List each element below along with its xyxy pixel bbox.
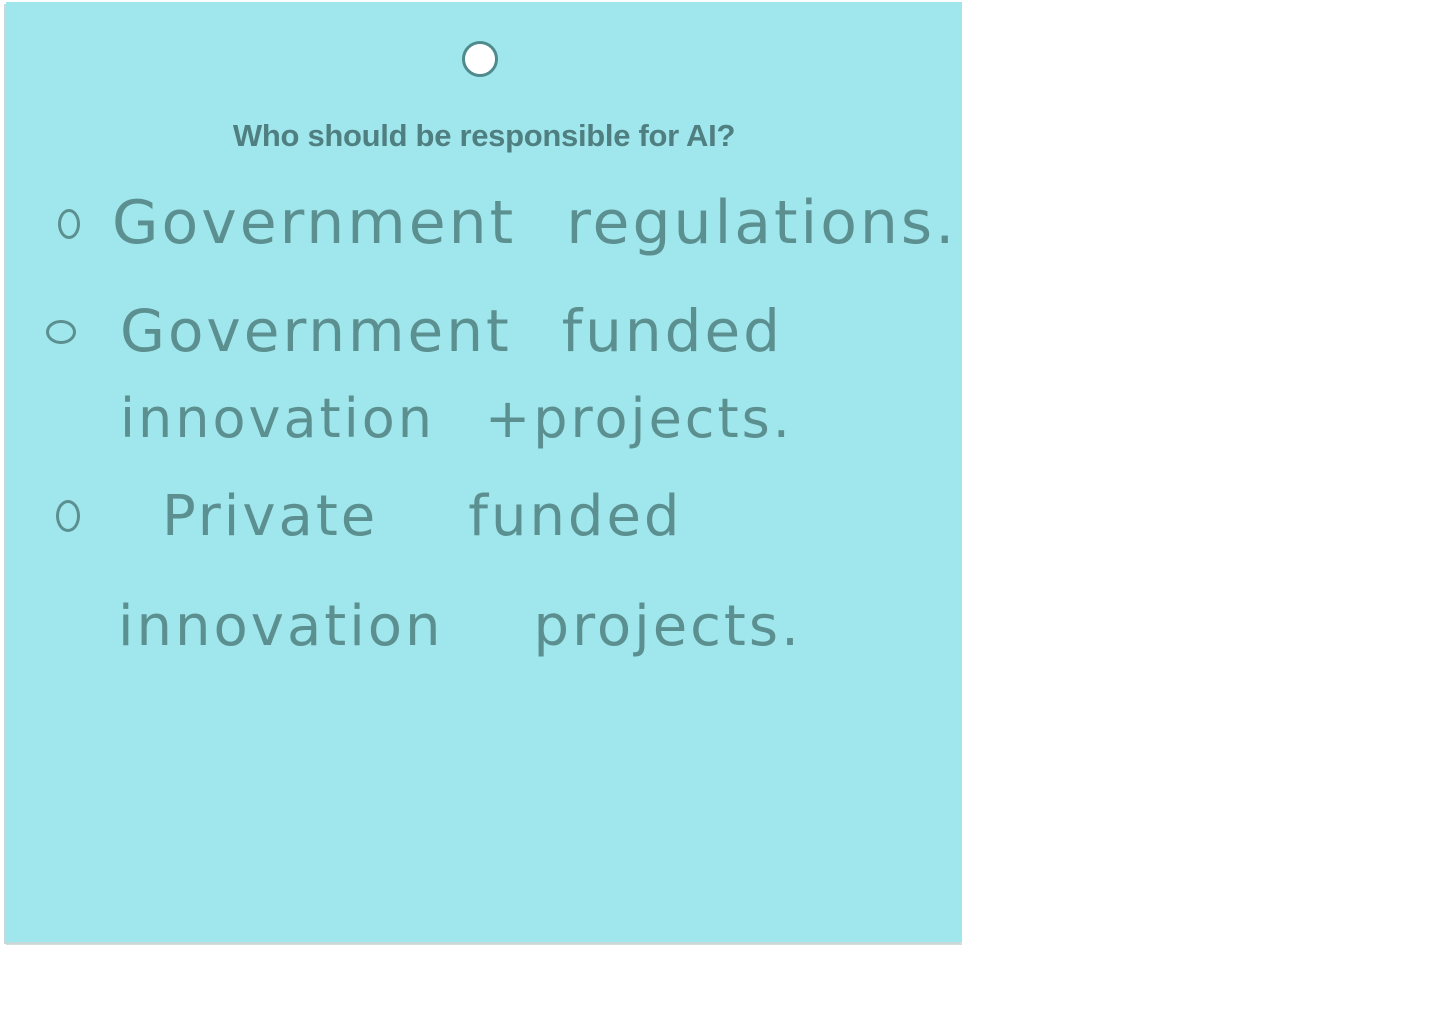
answer-3-line-2 [118,594,802,659]
answer-1-line-1 [112,188,957,258]
answer-1-word-1: Government [112,188,517,258]
answer-3-word-4: projects. [533,594,802,659]
bullet-circle-2 [46,320,76,344]
card-question: Who should be responsible for AI? [232,118,736,153]
answer-2-line-2 [120,387,793,450]
answer-3-word-3: innovation [118,594,444,659]
answer-1-word-2: regulations. [566,188,958,258]
bullet-circle-1 [58,209,80,239]
answer-3-word-1: Private [162,484,379,549]
answer-3-word-2: funded [468,484,683,549]
answer-2-word-4: +projects. [484,387,793,450]
answer-2-word-3: innovation [120,387,435,450]
answer-2-word-1: Government [120,297,512,365]
punch-hole [462,41,498,77]
response-card [6,2,962,942]
answer-3-line-1 [162,484,682,549]
answer-2-word-2: funded [561,297,783,365]
answer-2-line-1 [120,297,783,365]
bullet-circle-3 [56,500,80,532]
